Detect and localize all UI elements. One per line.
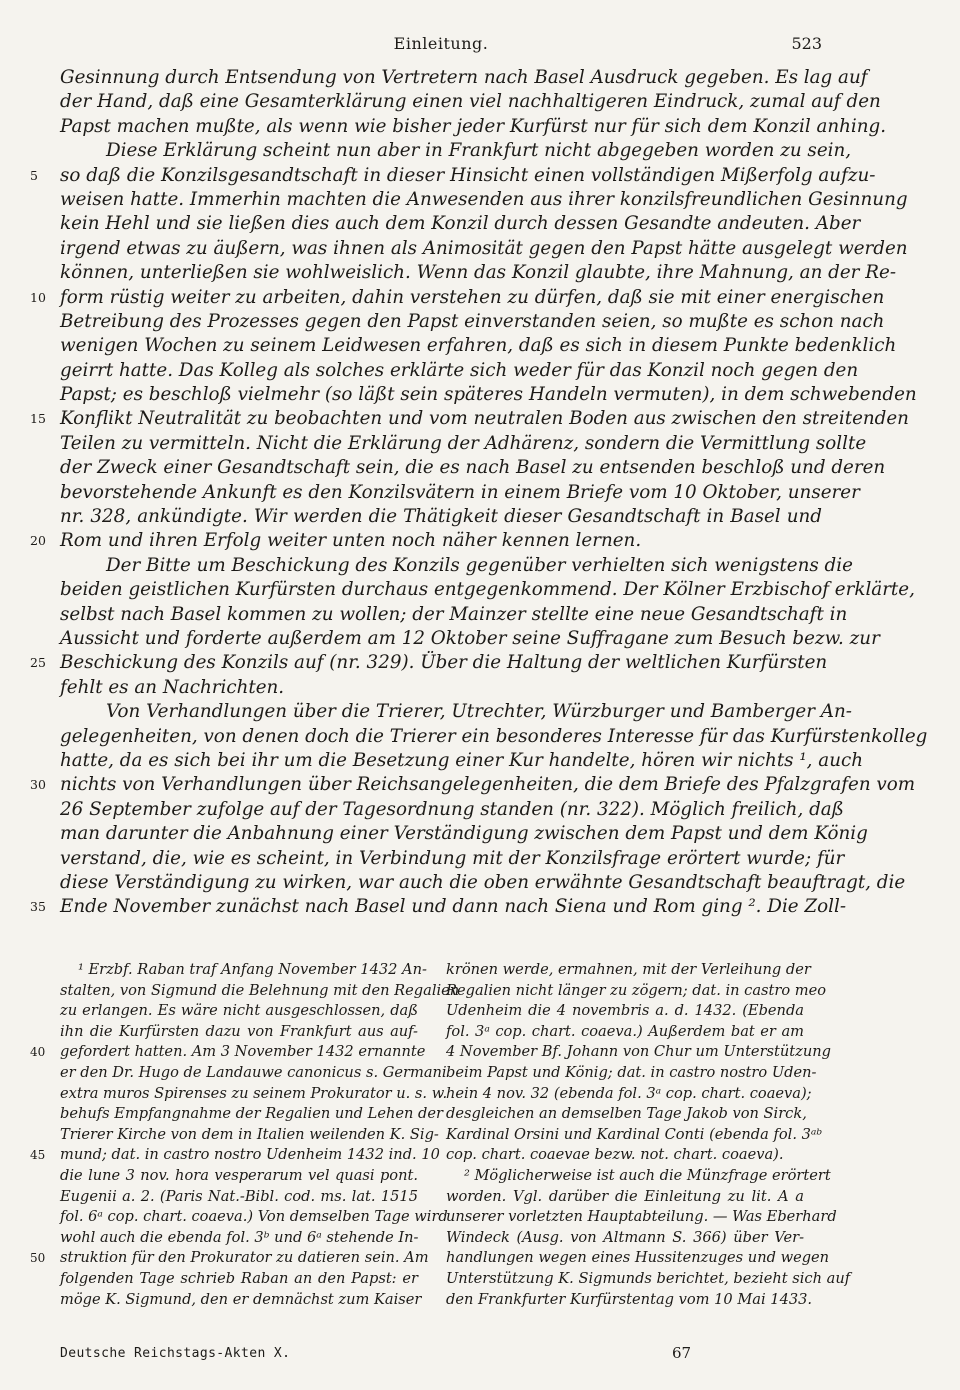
line-number: 30 [30,777,46,793]
text-line-text: man darunter die Anbahnung einer Verständigung zwischen dem Papst und dem König [60,823,868,845]
text-line-text: nichts von Verhandlungen über Reichsangelegenheiten, die dem Briefe des Pfalzgrafen vom [60,774,916,796]
text-line [60,90,881,114]
text-line [60,725,928,749]
footnote-line [60,1290,422,1311]
footnote-line-text: stalten, von Sigmund die Belehnung mit den Regalien [60,981,460,999]
text-line-text: Ende November zunächst nach Basel und dann nach Siena und Rom ging ². Die Zoll- [60,896,846,918]
text-line-text: Konflikt Neutralität zu beobachten und vom neutralen Boden aus zwischen den streitenden [60,408,909,430]
footnote-line-text: ² Möglicherweise ist auch die Münzfrage erörtert [464,1166,831,1184]
footnote-line [60,1022,418,1043]
text-line [60,261,896,285]
footnote-line-text: mund; dat. in castro nostro Udenheim 1432 ind. 10 [60,1146,440,1164]
footnote-line-text: ¹ Erzbf. Raban traf Anfang November 1432 An- [78,961,427,978]
text-line [60,66,868,90]
footnote-line-text: Windeck (Ausg. von Altmann S. 366) über Ver- [446,1228,804,1246]
footnote-line [446,960,811,981]
text-line-text: Betreibung des Prozesses gegen den Papst einverstanden seien, so mußte es schon nach [60,310,885,332]
text-line [60,798,844,822]
text-line-text: Teilen zu vermitteln. Nicht die Erklärung der Adhärenz, sondern die Vermittlung sollte [60,432,867,454]
line-number: 45 [30,1148,46,1163]
footnote-line-text: unserer vorletzten Hauptabteilung. — Was Eberhard [446,1208,837,1226]
footnote-line [446,1063,817,1084]
footnote-line [446,1104,807,1125]
text-line-text: Beschickung des Konzils auf (nr. 329). Über die Haltung der weltlichen Kurfürsten [60,652,828,674]
footnote-line [446,1084,812,1105]
text-line-text: bevorstehende Ankunft es den Konzilsvätern in einem Briefe vom 10 Oktober, unserer [60,481,860,503]
footnote-line-text: Unterstützung K. Sigmunds berichtet, bezieht sich auf [446,1269,851,1287]
footnote-line [60,1063,447,1084]
text-line [30,407,909,431]
footnote-line [60,1125,439,1146]
footnote-line-text: er den Dr. Hugo de Landauwe canonicus s. Germani [60,1063,447,1081]
footnote-line-text: behufs Empfangnahme der Regalien und Lehen der [60,1105,444,1123]
footnote-line-text: gefordert hatten. Am 3 November 1432 ernannte [60,1043,426,1061]
text-line-text: gelegenheiten, von denen doch die Trierer ein besonderes Interesse für das Kurfürstenkolleg [60,725,928,747]
footnote-line [60,1104,444,1125]
footnote-line-text: handlungen wegen eines Hussitenzuges und wegen [446,1249,830,1267]
text-line [60,676,822,700]
text-line [60,749,863,773]
footnote-line [60,1269,418,1290]
text-line-text: kein Hehl und sie ließen dies auch dem Konzil durch dessen Gesandte andeuten. Aber [60,213,861,235]
footnotes-left-column [30,960,460,1310]
footnote-line [446,1125,823,1146]
footnote-line-text: cop. chart. coaevae bezw. not. chart. coaeva). [446,1146,784,1164]
footnote-line-text: Regalien nicht länger zu zögern; dat. in castro meo [446,981,827,999]
footnote-line [30,1248,429,1269]
footnote-line-text: extra muros Spirenses zu seinem Prokurator u. s. w. [60,1084,448,1102]
page-header [60,34,822,58]
footer-series: Deutsche Reichstags-Akten X. [60,1346,291,1361]
text-line [60,188,908,212]
main-text [30,66,928,920]
text-line-text: nr. 328, ankündigte. Wir werden die Thätigkeit dieser Gesandtschaft in Basel und [60,506,822,528]
footnote-line-text: struktion für den Prokurator zu datieren sein. Am [60,1249,429,1267]
text-line-text: Rom und ihren Erfolg weiter unten noch näher kennen lernen. [60,530,642,552]
text-line-text: Papst; es beschloß vielmehr (so läßt sein späteres Handeln vermuten), in dem schwebenden [60,384,917,406]
footnote-line [446,1166,831,1187]
footnote-line-text: den Frankfurter Kurfürstentag vom 10 Mai 1433. [446,1290,813,1308]
text-line [60,456,886,480]
footnote-line [60,1001,418,1022]
text-line [60,603,848,627]
footnote-line [446,1022,804,1043]
footnote-line-text: worden. Vgl. darüber die Einleitung zu lit. A a [446,1187,804,1205]
footnote-line [60,1166,418,1187]
text-line-text: diese Verständigung zu wirken, war auch die oben erwähnte Gesandtschaft beauftragt, die [60,871,906,893]
line-number: 20 [30,533,46,549]
running-head: Einleitung. [393,34,489,53]
footnote-line-text: Udenheim die 4 novembris a. d. 1432. (Ebenda [446,1002,804,1020]
text-line-text: wenigen Wochen zu seinem Leidwesen erfahren, daß es sich in diesem Punkte bedenklich [60,335,897,357]
text-line [30,895,846,919]
footnote-line-text: 4 November Bf. Johann von Chur um Unterstützung [446,1043,831,1061]
footnote-line [60,981,460,1002]
footnote-line-text: krönen werde, ermahnen, mit der Verleihung der [446,961,811,978]
text-line-text: der Hand, daß eine Gesamterklärung einen viel nachhaltigeren Eindruck, zumal auf den [60,91,881,113]
text-line-text: hatte, da es sich bei ihr um die Besetzung einer Kur handelte, hören wir nichts ¹, auch [60,749,863,771]
text-line-text: Aussicht und forderte außerdem am 12 Oktober seine Suffragane zum Besuch bezw. zur [60,627,880,649]
text-line-text: verstand, die, wie es scheint, in Verbindung mit der Konzilsfrage erörtert wurde; für [60,847,845,869]
footnote-line [60,1084,448,1105]
text-line [30,286,885,310]
text-line [30,529,822,553]
text-line [60,359,859,383]
text-line [60,627,880,651]
text-line [60,334,897,358]
text-line-text: irgend etwas zu äußern, was ihnen als Animosität gegen den Papst hätte ausgelegt werden [60,237,908,259]
text-line [60,822,868,846]
footnote-line [446,1001,804,1022]
text-line [60,310,885,334]
footnote-line [60,1207,448,1228]
footnote-line-text: fol. 3ᵃ cop. chart. coaeva.) Außerdem bat er am [446,1022,804,1040]
text-line [60,237,908,261]
footnote-line-text: beim Papst und König; dat. in castro nostro Uden- [446,1063,817,1081]
text-line-text: Diese Erklärung scheint nun aber in Frankfurt nicht abgegeben worden zu sein, [106,140,852,162]
footnote-line [446,1290,813,1311]
footnote-line-text: möge K. Sigmund, den er demnächst zum Kaiser [60,1290,422,1308]
footnote-line [60,960,427,981]
text-line [30,651,828,675]
footnote-line-text: wohl auch die ebenda fol. 3ᵇ und 6ᵃ stehende In- [60,1228,419,1246]
text-line-text: können, unterließen sie wohlweislich. Wenn das Konzil glaubte, ihre Mahnung, an der Re- [60,262,896,284]
footnote-line [60,1228,418,1249]
footer-sheet-number: 67 [672,1344,692,1362]
text-line-text: so daß die Konzilsgesandtschaft in dieser Hinsicht einen vollständigen Mißerfolg aufzu- [60,164,876,186]
footnote-line [60,1187,418,1208]
text-line-text: Der Bitte um Beschickung des Konzils gegenüber verhielten sich wenigstens die [106,554,853,576]
footnotes-right-column [446,960,851,1310]
text-line-text: 26 September zufolge auf der Tagesordnung standen (nr. 322). Möglich freilich, daß [60,798,844,820]
text-line [60,554,853,578]
line-number: 10 [30,289,46,305]
footnote-line-text: Trierer Kirche von dem in Italien weilenden K. Sig- [60,1125,439,1143]
text-line-text: Gesinnung durch Entsendung von Vertretern nach Basel Ausdruck gegeben. Es lag auf [60,67,868,88]
footnote-line-text: folgenden Tage schrieb Raban an den Papst: er [60,1269,418,1287]
footnote-line [446,1248,830,1269]
text-line [60,139,852,163]
text-line [60,212,861,236]
text-line [60,505,822,529]
text-line [60,700,852,724]
footnote-line [446,1187,804,1208]
text-line [60,115,887,139]
text-line [60,481,860,505]
footnote-line-text: die lune 3 nov. hora vesperarum vel quasi pont. [60,1166,418,1184]
text-line [60,871,906,895]
footnote-line-text: Kardinal Orsini und Kardinal Conti (ebenda fol. 3ᵃᵇ [446,1125,823,1143]
footnote-line [446,1145,804,1166]
text-line-text: fehlt es an Nachrichten. [60,676,285,698]
footnote-line-text: hein 4 nov. 32 (ebenda fol. 3ᵃ cop. chart. coaeva); [446,1084,812,1102]
footnote-line [446,1269,851,1290]
text-line-text: weisen hatte. Immerhin machten die Anwesenden aus ihrer konzilsfreundlichen Gesinnung [60,188,908,210]
text-line [30,773,916,797]
footnote-line [446,1207,837,1228]
line-number: 25 [30,655,46,671]
footnote-line-text: Eugenii a. 2. (Paris Nat.-Bibl. cod. ms. lat. 1515 [60,1187,418,1205]
text-line-text: Von Verhandlungen über die Trierer, Utrechter, Würzburger und Bamberger An- [106,701,852,723]
footnote-line-text: zu erlangen. Es wäre nicht ausgeschlossen, daß [60,1002,418,1020]
footnote-line [446,1042,831,1063]
text-line [60,578,915,602]
text-line [30,164,876,188]
page-number: 523 [791,34,822,53]
footnote-line-text: ihn die Kurfürsten dazu von Frankfurt aus auf- [60,1022,418,1040]
text-line [60,383,917,407]
text-line [60,432,867,456]
line-number: 35 [30,899,46,915]
text-line-text: der Zweck einer Gesandtschaft sein, die es nach Basel zu entsenden beschloß und deren [60,457,886,479]
footnote-line [446,981,827,1002]
footnote-line [446,1228,804,1249]
line-number: 50 [30,1251,46,1266]
text-line-text: geirrt hatte. Das Kolleg als solches erklärte sich weder für das Konzil noch gegen den [60,359,859,381]
text-line-text: form rüstig weiter zu arbeiten, dahin verstehen zu dürfen, daß sie mit einer energischen [60,286,885,308]
line-number: 15 [30,411,46,427]
text-line-text: beiden geistlichen Kurfürsten durchaus entgegenkommend. Der Kölner Erzbischof erklärte, [60,579,915,601]
text-line-text: selbst nach Basel kommen zu wollen; der Mainzer stellte eine neue Gesandtschaft in [60,603,848,625]
footnote-line-text: desgleichen an demselben Tage Jakob von Sirck, [446,1105,807,1123]
footnote-line-text: fol. 6ᵃ cop. chart. coaeva.) Von demselben Tage wird [60,1208,448,1226]
text-line [60,847,845,871]
line-number: 40 [30,1045,46,1060]
text-line-text: Papst machen mußte, als wenn wie bisher jeder Kurfürst nur für sich dem Konzil anhing. [60,115,887,137]
line-number: 5 [30,167,38,183]
footnote-line [30,1042,426,1063]
footnote-line [30,1145,440,1166]
